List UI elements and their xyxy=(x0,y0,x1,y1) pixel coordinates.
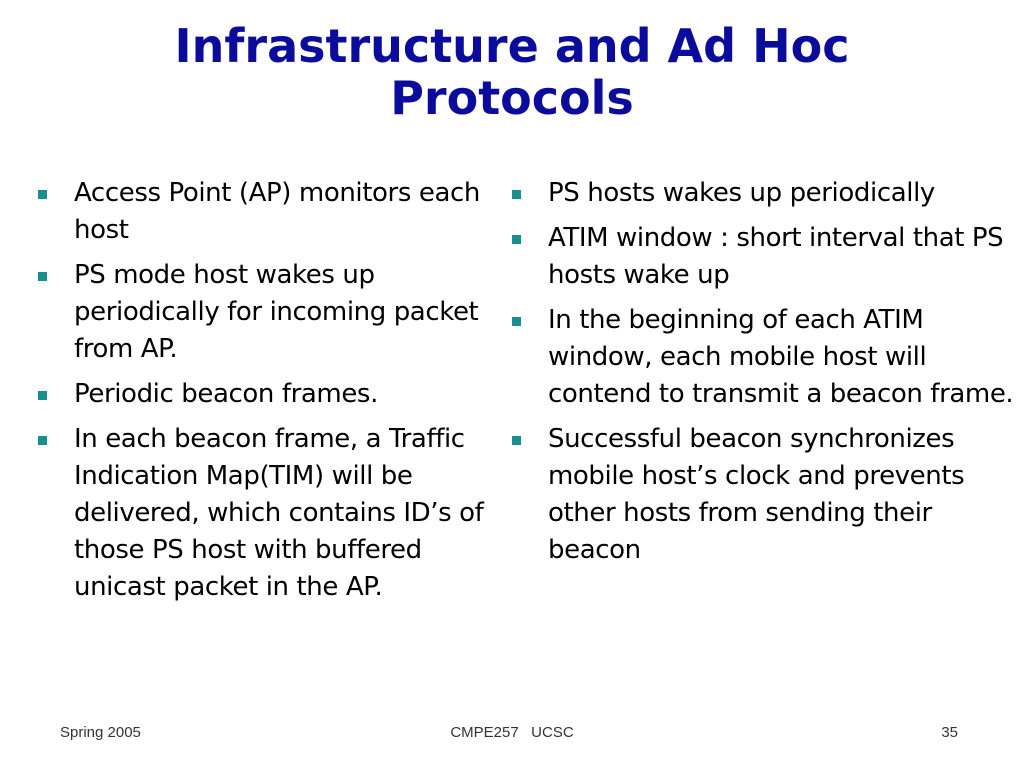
right-bullet-1 xyxy=(510,175,1015,212)
square-bullet-icon xyxy=(38,436,47,445)
footer-course: CMPE257 UCSC xyxy=(450,724,574,741)
right-bullet-4 xyxy=(510,421,1015,569)
footer-page-number: 35 xyxy=(941,724,958,741)
left-bullet-3 xyxy=(36,376,496,413)
left-bullet-1 xyxy=(36,175,496,249)
right-bullet-list xyxy=(510,175,1015,577)
left-bullet-4-text: In each beacon frame, a Traffic Indication Map(TIM) will be delivered, which contains ID’s of those PS host with buffered unicast packet in the AP. xyxy=(74,424,484,602)
left-bullet-list xyxy=(36,175,496,614)
slide-title xyxy=(60,20,964,124)
left-bullet-3-text: Periodic beacon frames. xyxy=(74,379,378,409)
square-bullet-icon xyxy=(512,190,521,199)
square-bullet-icon xyxy=(38,190,47,199)
right-bullet-4-text: Successful beacon synchronizes mobile host’s clock and prevents other hosts from sending their beacon xyxy=(548,424,965,565)
square-bullet-icon xyxy=(512,235,521,244)
square-bullet-icon xyxy=(512,436,521,445)
footer-date: Spring 2005 xyxy=(60,724,141,741)
right-bullet-2 xyxy=(510,220,1015,294)
right-bullet-1-text: PS hosts wakes up periodically xyxy=(548,178,935,208)
left-bullet-1-text: Access Point (AP) monitors each host xyxy=(74,178,480,245)
right-bullet-3-text: In the beginning of each ATIM window, each mobile host will contend to transmit a beacon frame. xyxy=(548,305,1014,409)
slide-title-line-2: Protocols xyxy=(390,71,634,125)
right-bullet-2-text: ATIM window : short interval that PS hosts wake up xyxy=(548,223,1004,290)
slide-title-line-1: Infrastructure and Ad Hoc xyxy=(174,19,850,73)
left-bullet-2 xyxy=(36,257,496,368)
right-bullet-3 xyxy=(510,302,1015,413)
square-bullet-icon xyxy=(38,272,47,281)
left-bullet-2-text: PS mode host wakes up periodically for incoming packet from AP. xyxy=(74,260,479,364)
square-bullet-icon xyxy=(38,391,47,400)
square-bullet-icon xyxy=(512,317,521,326)
left-bullet-4 xyxy=(36,421,496,606)
